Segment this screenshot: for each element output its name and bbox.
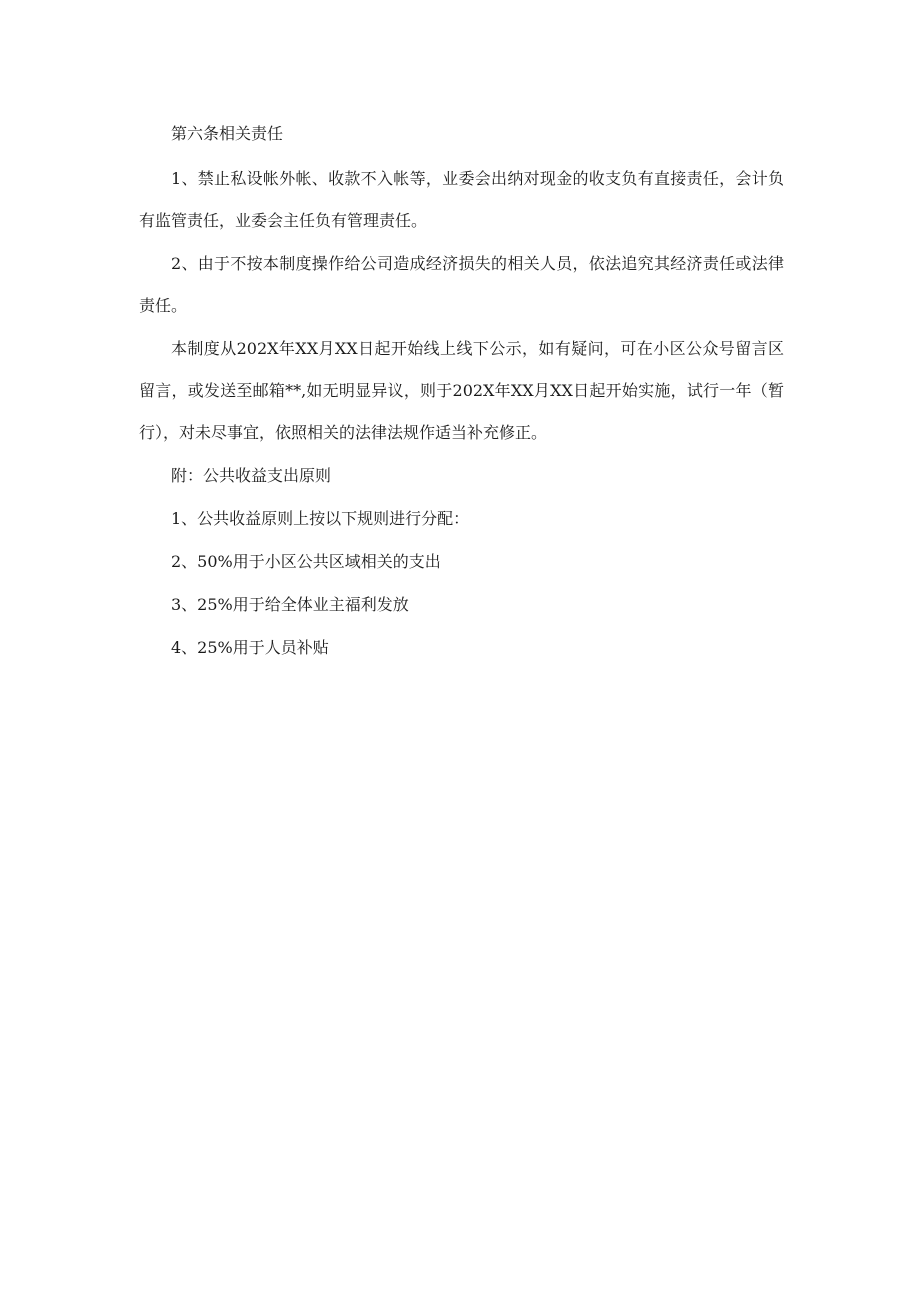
document-body (139, 113, 784, 670)
paragraph-responsibility-2: 2、由于不按本制度操作给公司造成经济损失的相关人员，依法追究其经济责任或法律责任。 (139, 254, 784, 315)
appendix-item-3: 3、25%用于给全体业主福利发放 (171, 595, 409, 614)
appendix-item-4: 4、25%用于人员补贴 (171, 638, 329, 657)
appendix-item-2: 2、50%用于小区公共区域相关的支出 (171, 552, 441, 571)
appendix-item-1: 1、公共收益原则上按以下规则进行分配： (171, 509, 470, 528)
appendix-heading: 附：公共收益支出原则 (171, 466, 332, 485)
section-heading: 第六条相关责任 (171, 124, 284, 143)
paragraph-effective-date: 本制度从202X年XX月XX日起开始线上线下公示，如有疑问，可在小区公众号留言区留言，或发送至邮箱**,如无明显异议，则于202X年XX月XX日起开始实施，试行一年（暂行），对未尽事宜，依照相关的法律法规作适当补充修正。 (139, 339, 784, 442)
paragraph-responsibility-1: 1、禁止私设帐外帐、收款不入帐等，业委会出纳对现金的收支负有直接责任，会计负有监管责任，业委会主任负有管理责任。 (139, 169, 784, 230)
